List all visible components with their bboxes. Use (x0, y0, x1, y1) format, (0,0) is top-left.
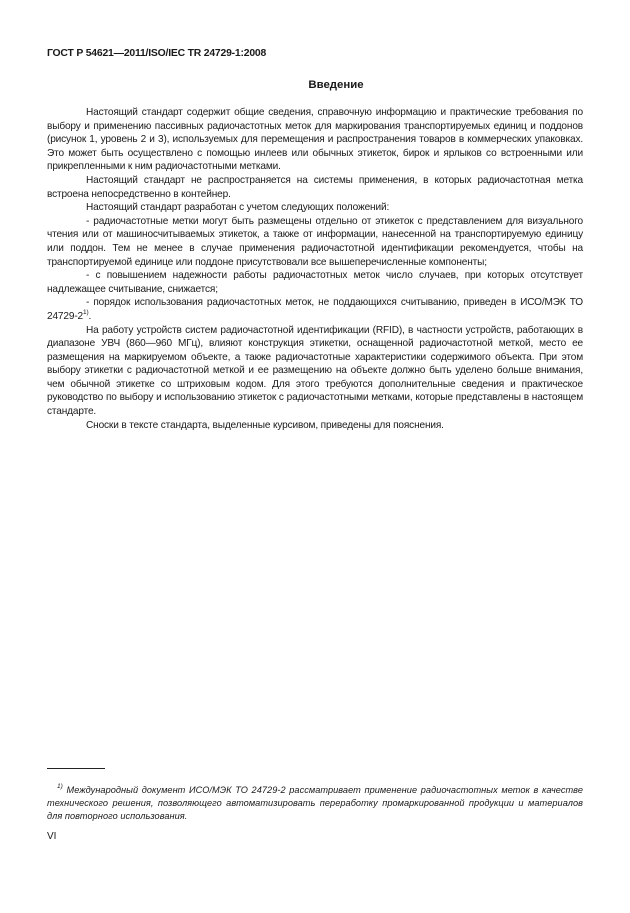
provision-3-suffix: . (88, 310, 92, 322)
body-text (47, 106, 583, 432)
list-item-provision-3 (47, 296, 583, 323)
footnote-marker: 1) (57, 783, 63, 790)
footnote-divider (47, 768, 105, 769)
footnote-block (47, 784, 583, 823)
paragraph-scope: Настоящий стандарт содержит общие сведения, справочную информацию и практические требования по выбору и применению пассивных радиочастотных меток для маркирования транспортируемых единиц и поддонов (рисунок 1, уровень 2 и 3), используемых для перемещения и распространения товаров в коммерческих упаковках. Это может быть осуществлено с помощью инлеев или обычных этикеток, бирок и ярлыков со встроенными или прикрепленными к ним радиочастотными метками. (47, 107, 583, 173)
provision-3-text: - порядок использования радиочастотных меток, не поддающихся считыванию, приведен в ИСО/МЭК ТО 24729-2 (47, 297, 583, 322)
paragraph-exclusion: Настоящий стандарт не распространяется на системы применения, в которых радиочастотная метка встроена непосредственно в контейнер. (47, 174, 583, 200)
list-item-provision-2: - с повышением надежности работы радиочастотных меток число случаев, при которых отсутствует надлежащее считывание, снижается; (47, 270, 583, 295)
footnote-text: Международный документ ИСО/МЭК ТО 24729-2 рассматривает применение радиочастотных меток в качестве технического решения, позволяющего автоматизировать переработку промаркированной продукции и материалов для повторного использования. (47, 785, 583, 822)
footnote-item (47, 784, 583, 823)
paragraph-footnote-note: Сноски в тексте стандарта, выделенные курсивом, приведены для пояснения. (86, 419, 444, 431)
footnote-reference[interactable]: 1) (83, 308, 89, 316)
list-item-provision-1: - радиочастотные метки могут быть размещены отдельно от этикеток с представлением для визуального чтения или от машиносчитываемых этикеток, а также от информации, нанесенной на транспортируемую единицу или поддон. Тем не менее в случае применения радиочастотной идентификации рекомендуется, чтобы на транспортируемой единице или поддоне присутствовали все вышеперечисленные компоненты; (47, 215, 583, 268)
section-title: Введение (308, 79, 364, 91)
document-header: ГОСТ Р 54621—2011/ISO/IEC TR 24729-1:2008 (47, 48, 267, 59)
page-number: VI (47, 831, 57, 842)
paragraph-rfid-uhf: На работу устройств систем радиочастотной идентификации (RFID), в частности устройств, работающих в диапазоне УВЧ (860—960 МГц), влияют конструкция этикетки, оснащенной радиочастотной меткой, место ее размещения на маркируемом объекте, а также радиочастотные характеристики содержимого объекта. При этом выбору этикетки с радиочастотной меткой и ее размещению на объекте должно быть уделено больше внимания, чем обычной этикетке со штриховым кодом. Для этого требуются дополнительные сведения и практическое руководство по выбору и использованию этикеток с радиочастотными метками, которые представлены в настоящем стандарте. (47, 324, 583, 418)
paragraph-provisions-intro: Настоящий стандарт разработан с учетом следующих положений: (86, 202, 390, 214)
